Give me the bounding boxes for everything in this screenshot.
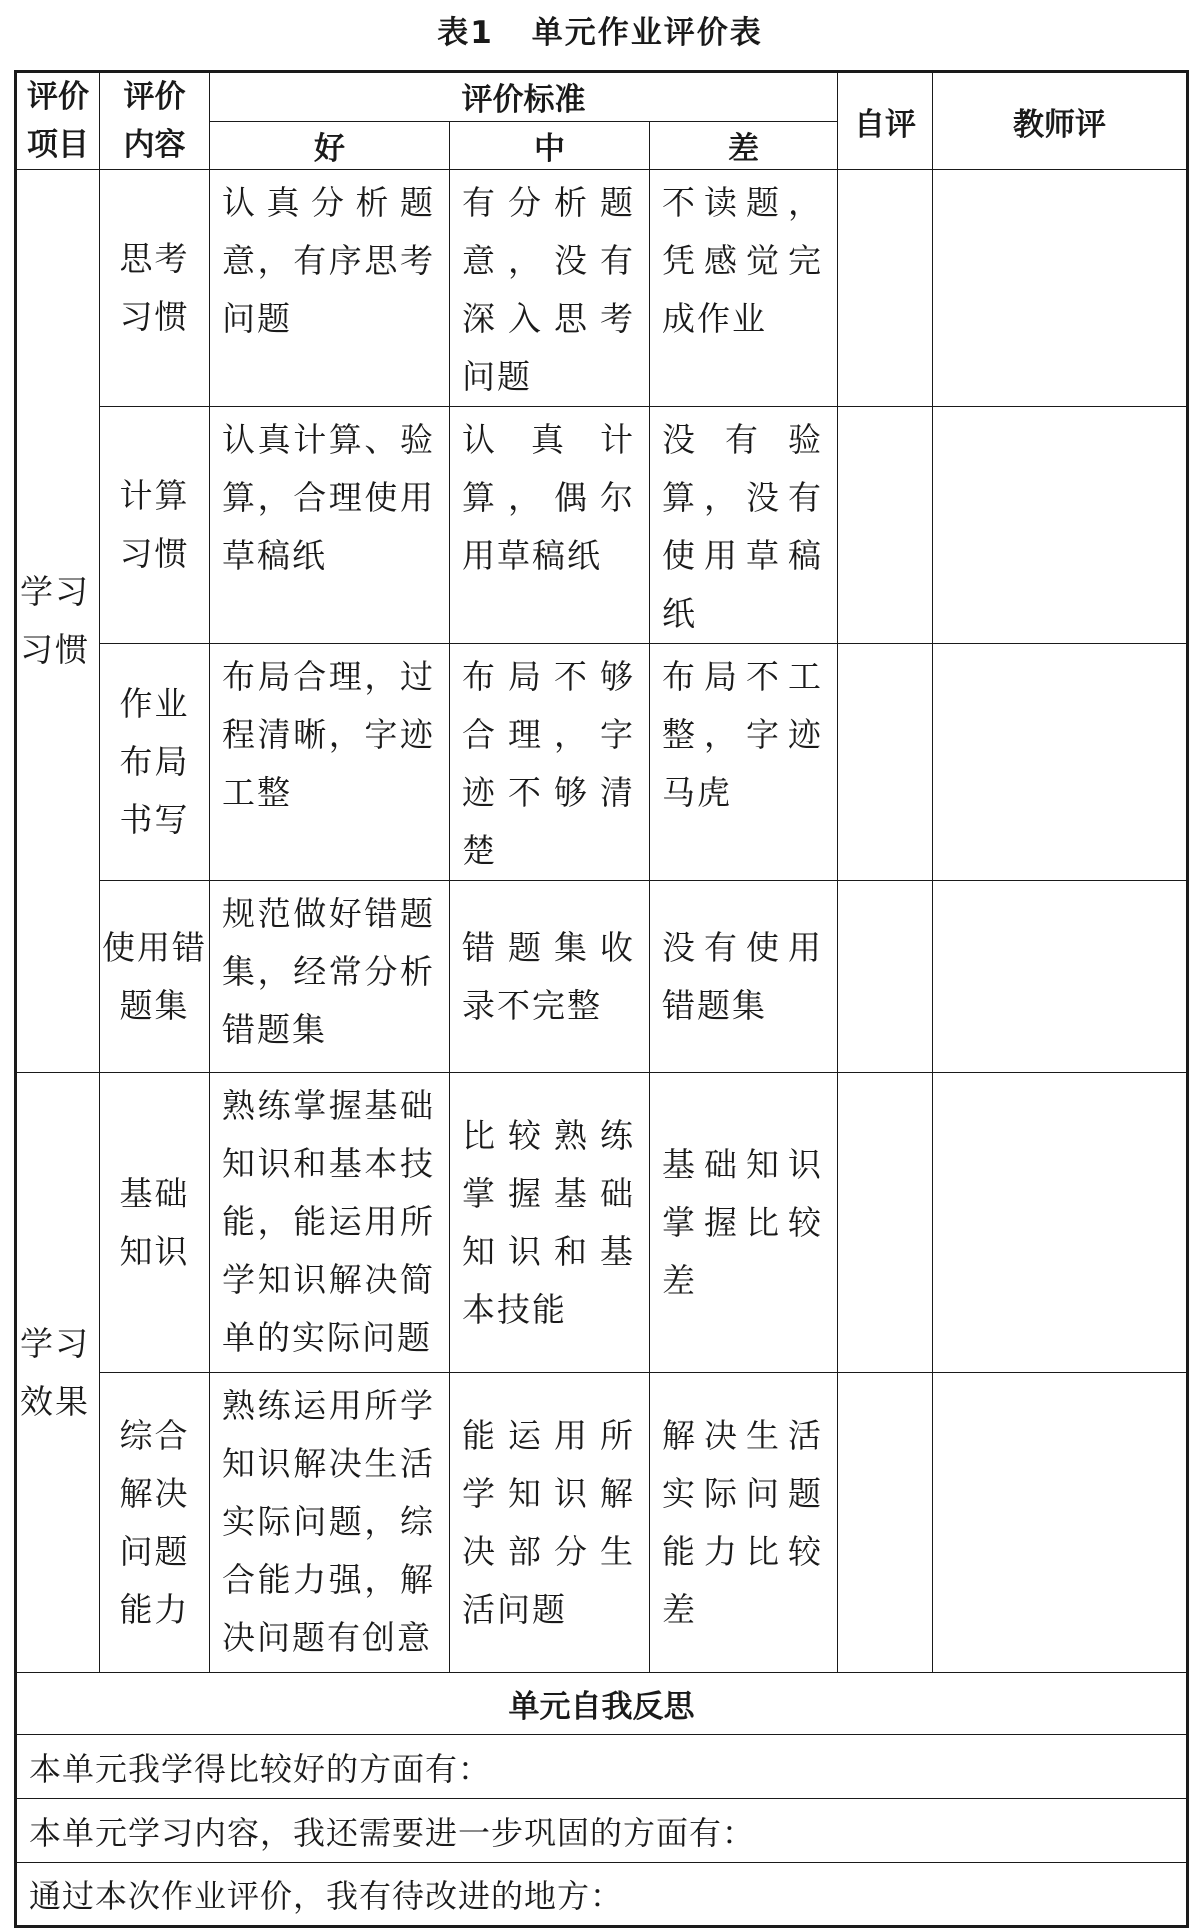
item-cell: 思考习惯 xyxy=(100,170,210,407)
category-cell xyxy=(16,170,100,1073)
self-eval-cell[interactable] xyxy=(838,881,933,1073)
criterion-medium: 能运用所学知识解决部分生活问题 xyxy=(450,1373,650,1673)
teacher-eval-cell[interactable] xyxy=(933,1373,1188,1673)
criterion-good: 熟练运用所学知识解决生活实际问题，综合能力强，解决问题有创意 xyxy=(210,1373,450,1673)
criterion-medium: 布局不够合理，字迹不够清楚 xyxy=(450,644,650,881)
criterion-poor: 基础知识掌握比较差 xyxy=(650,1073,838,1373)
header-medium: 中 xyxy=(450,121,650,169)
table-row xyxy=(16,644,1188,881)
criterion-good: 认真计算、验算，合理使用草稿纸 xyxy=(210,407,450,644)
criterion-medium: 有分析题意，没有深入思考问题 xyxy=(450,170,650,407)
criterion-medium: 错题集收录不完整 xyxy=(450,881,650,1073)
criterion-poor: 不读题，凭感觉完成作业 xyxy=(650,170,838,407)
teacher-eval-cell[interactable] xyxy=(933,170,1188,407)
criterion-poor: 没有验算，没有使用草稿纸 xyxy=(650,407,838,644)
criterion-poor: 解决生活实际问题能力比较差 xyxy=(650,1373,838,1673)
self-eval-cell[interactable] xyxy=(838,1073,933,1373)
self-eval-cell[interactable] xyxy=(838,644,933,881)
criterion-good: 熟练掌握基础知识和基本技能，能运用所学知识解决简单的实际问题 xyxy=(210,1073,450,1373)
criterion-good: 规范做好错题集，经常分析错题集 xyxy=(210,881,450,1073)
caption-number: 表1 xyxy=(437,14,494,51)
reflection-line[interactable]: 本单元学习内容，我还需要进一步巩固的方面有： xyxy=(16,1799,1188,1863)
item-cell: 基础知识 xyxy=(100,1073,210,1373)
criterion-poor: 没有使用错题集 xyxy=(650,881,838,1073)
header-project: 评价项目 xyxy=(16,72,100,170)
teacher-eval-cell[interactable] xyxy=(933,881,1188,1073)
caption-title: 单元作业评价表 xyxy=(531,14,763,51)
item-cell: 计算习惯 xyxy=(100,407,210,644)
table-row xyxy=(16,1073,1188,1373)
item-cell: 综合解决问题能力 xyxy=(100,1373,210,1673)
criterion-good: 布局合理，过程清晰，字迹工整 xyxy=(210,644,450,881)
category-label: 学习习惯 xyxy=(20,572,91,669)
category-cell xyxy=(16,1073,100,1673)
teacher-eval-cell[interactable] xyxy=(933,407,1188,644)
table-row xyxy=(16,1373,1188,1673)
self-eval-cell[interactable] xyxy=(838,170,933,407)
header-content: 评价内容 xyxy=(100,72,210,170)
header-self-eval: 自评 xyxy=(838,72,933,170)
reflection-title: 单元自我反思 xyxy=(16,1673,1188,1735)
criterion-medium: 认真计算，偶尔用草稿纸 xyxy=(450,407,650,644)
self-eval-cell[interactable] xyxy=(838,407,933,644)
table-row xyxy=(16,407,1188,644)
item-cell: 使用错题集 xyxy=(100,881,210,1073)
table-row xyxy=(16,170,1188,407)
table-row xyxy=(16,881,1188,1073)
teacher-eval-cell[interactable] xyxy=(933,1073,1188,1373)
evaluation-table xyxy=(14,70,1189,1928)
item-cell: 作业布局书写 xyxy=(100,644,210,881)
table-caption xyxy=(0,0,1200,58)
teacher-eval-cell[interactable] xyxy=(933,644,1188,881)
criterion-good: 认真分析题意，有序思考问题 xyxy=(210,170,450,407)
header-good: 好 xyxy=(210,121,450,169)
header-poor: 差 xyxy=(650,121,838,169)
header-teacher-eval: 教师评 xyxy=(933,72,1188,170)
self-eval-cell[interactable] xyxy=(838,1373,933,1673)
criterion-medium: 比较熟练掌握基础知识和基本技能 xyxy=(450,1073,650,1373)
category-label: 学习效果 xyxy=(20,1323,91,1421)
header-standard: 评价标准 xyxy=(210,72,838,122)
criterion-poor: 布局不工整，字迹马虎 xyxy=(650,644,838,881)
reflection-line[interactable]: 通过本次作业评价，我有待改进的地方： xyxy=(16,1863,1188,1927)
reflection-line[interactable]: 本单元我学得比较好的方面有： xyxy=(16,1735,1188,1799)
